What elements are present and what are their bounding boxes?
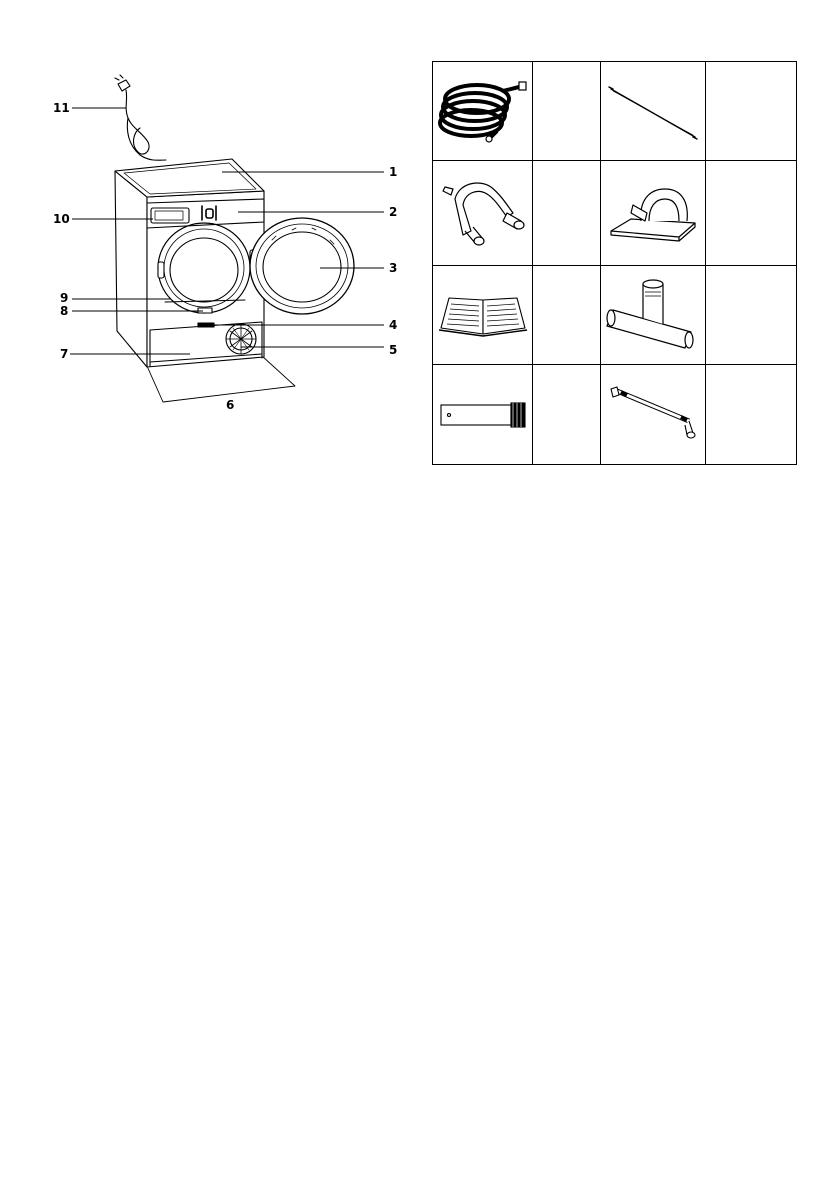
callout-5: 5 [389,343,398,357]
accessory-quantity-cell [533,266,601,365]
brush-icon [437,397,529,433]
accessory-image-cell [601,62,706,161]
accessories-table [432,61,797,465]
table-row [433,365,797,465]
accessory-quantity-cell [706,365,797,465]
accessory-image-cell [601,365,706,465]
accessory-quantity-cell [706,62,797,161]
callout-6: 6 [226,398,235,412]
drain-hose-icon [437,75,529,147]
connection-hose-icon [603,383,703,447]
accessory-image-cell [433,365,533,465]
dryer-figure [0,0,420,440]
t-connector-icon [603,270,703,360]
callout-7: 7 [60,347,69,361]
accessory-image-cell [433,62,533,161]
accessory-image-cell [433,161,533,266]
hose-clip-icon [603,175,703,251]
callout-3: 3 [389,261,398,275]
accessory-image-cell [601,266,706,365]
accessory-quantity-cell [706,161,797,266]
table-row [433,62,797,161]
loading-door [250,218,354,314]
callout-9: 9 [60,291,69,305]
manual-book-icon [437,290,529,340]
callout-2: 2 [389,205,398,219]
rod-icon [603,75,703,147]
accessory-quantity-cell [533,161,601,266]
accessory-image-cell [433,266,533,365]
callout-4: 4 [389,318,398,332]
accessory-quantity-cell [533,62,601,161]
accessory-image-cell [601,161,706,266]
callout-8: 8 [60,304,69,318]
accessory-quantity-cell [706,266,797,365]
accessory-quantity-cell [533,365,601,465]
callout-10: 10 [53,212,70,226]
power-cord-icon [115,75,166,160]
table-row [433,161,797,266]
table-row [433,266,797,365]
hose-bend-icon [435,169,531,257]
cabinet-side [115,171,147,367]
callout-11: 11 [53,101,70,115]
callout-1: 1 [389,165,398,179]
ventilation-grille [226,324,256,354]
